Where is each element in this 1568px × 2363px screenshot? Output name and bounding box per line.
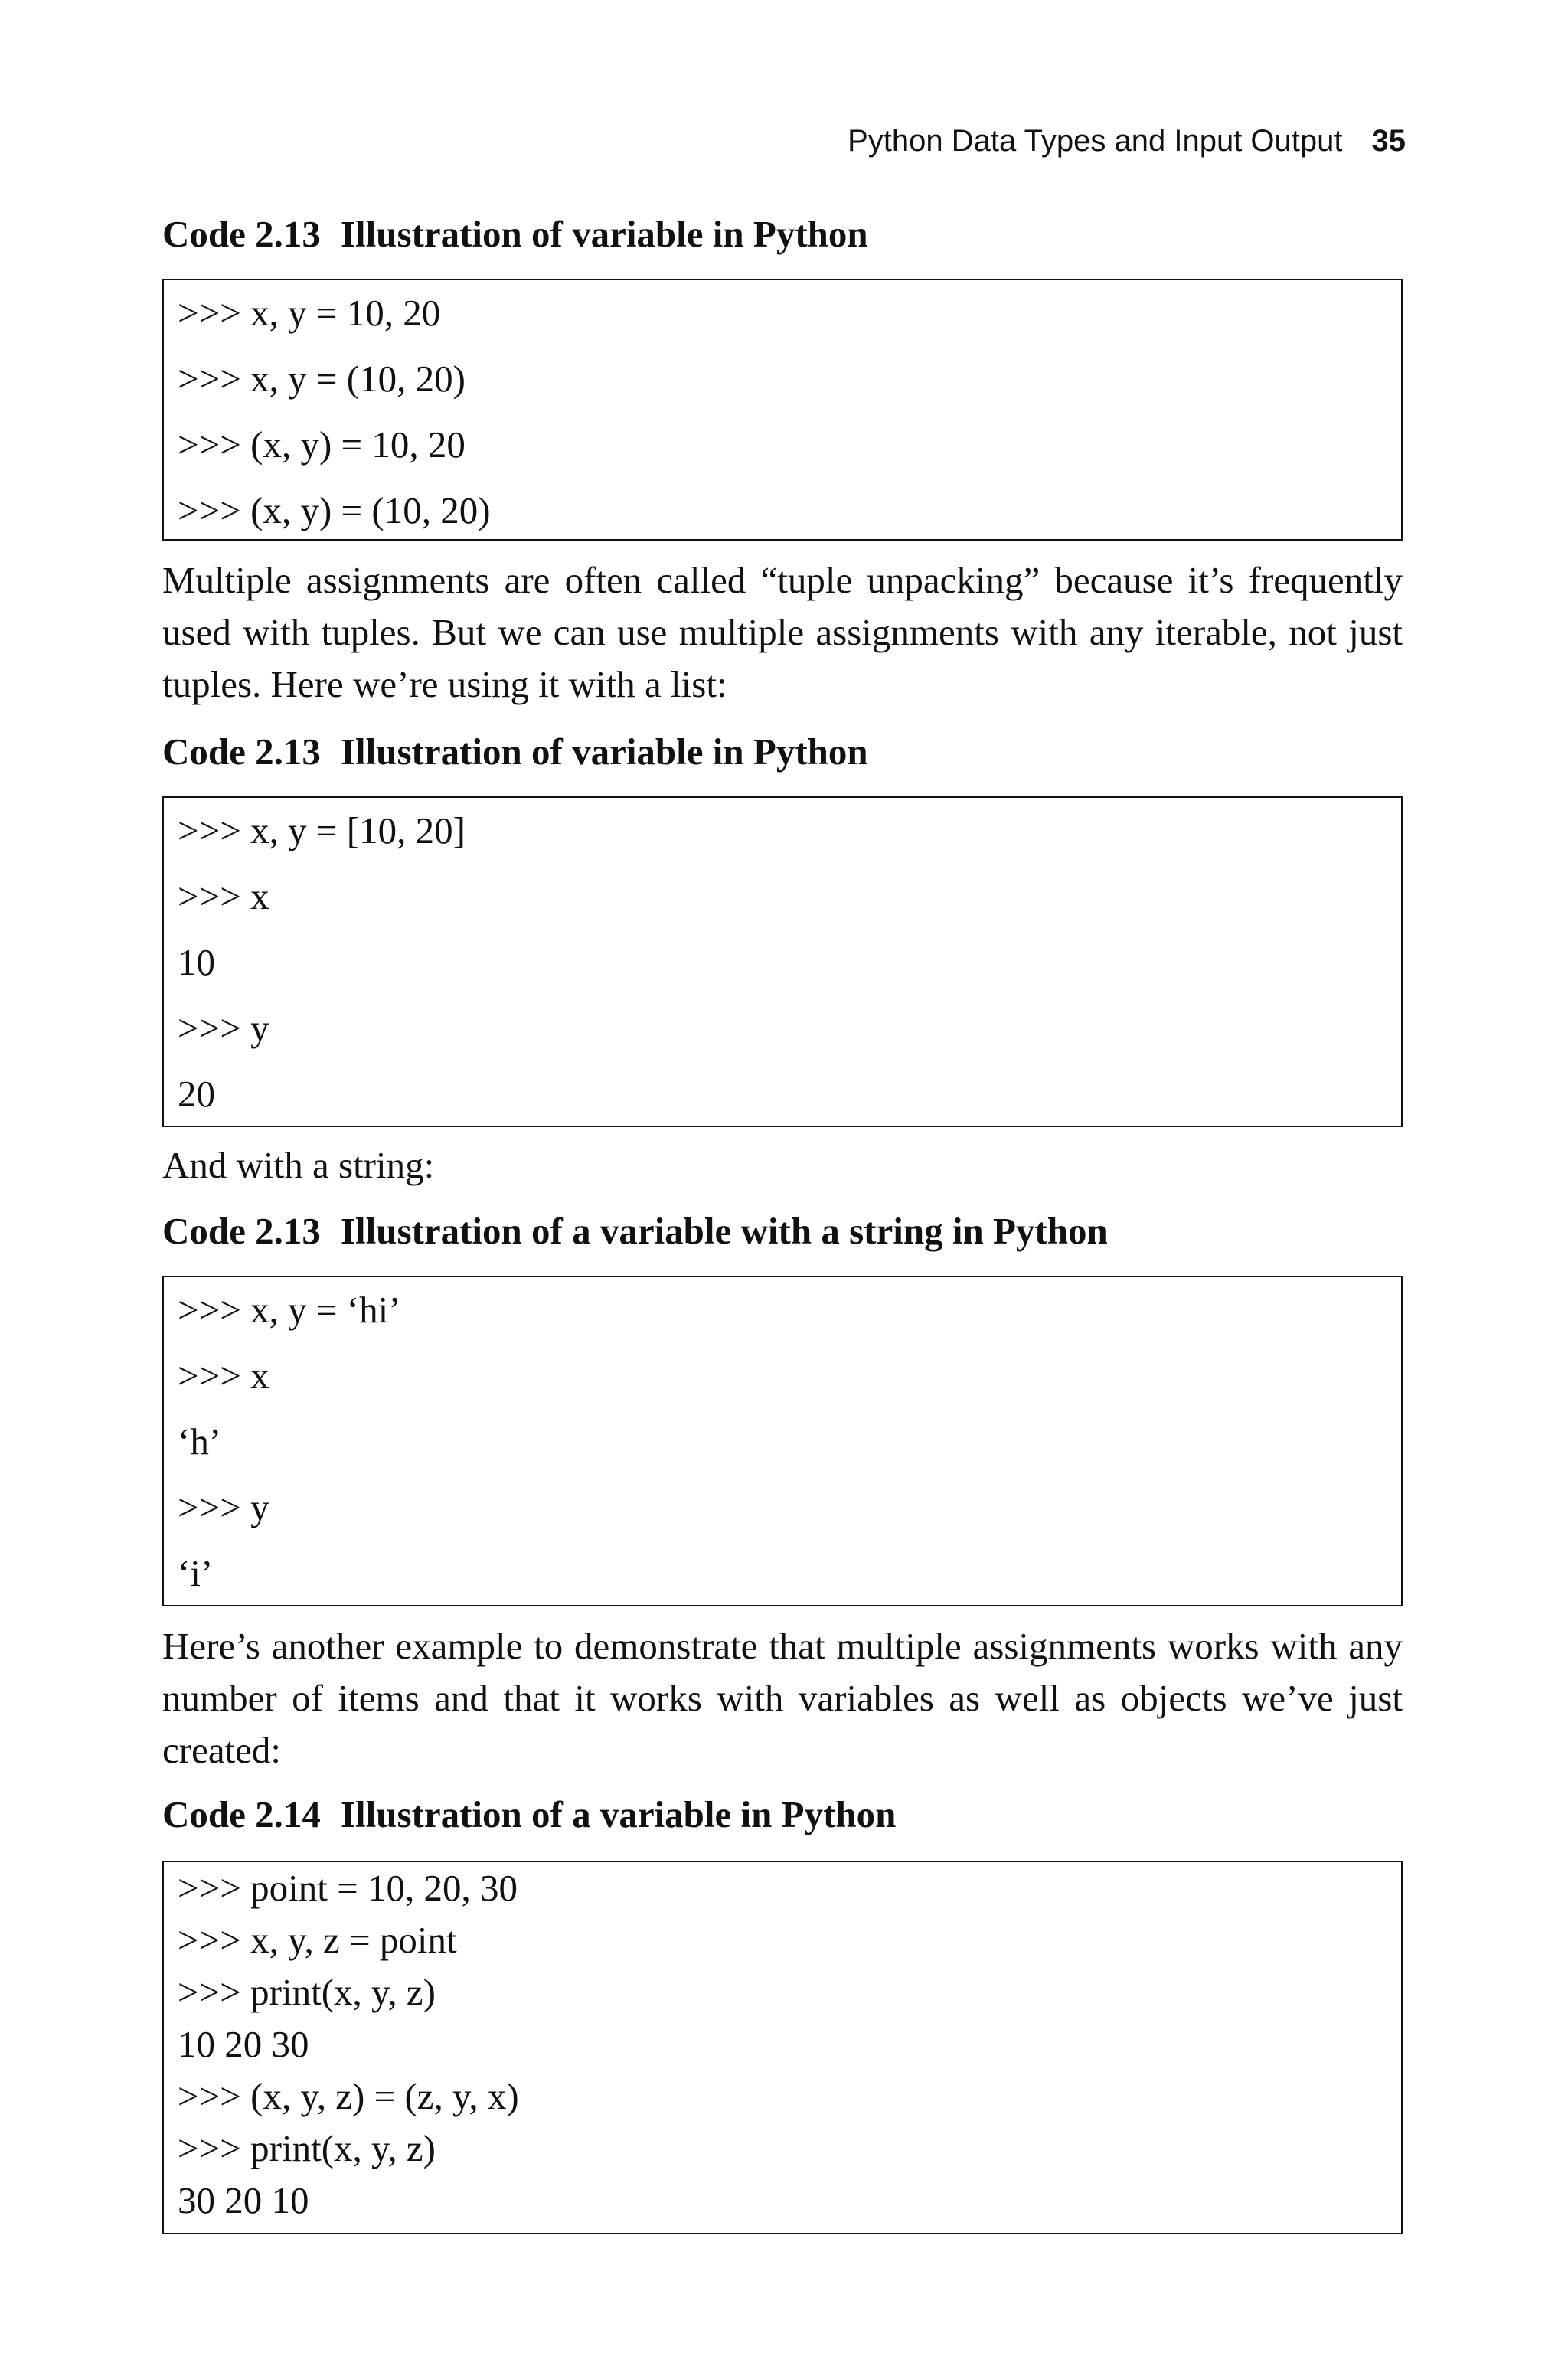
code-caption-title: Illustration of a variable with a string in Python <box>340 1210 1108 1252</box>
code-line: >>> x <box>178 875 270 917</box>
body-paragraph: And with a string: <box>162 1144 435 1186</box>
code-line: ‘h’ <box>178 1420 222 1463</box>
code-caption-label: Code 2.13 <box>162 730 321 773</box>
code-line: >>> y <box>178 1486 270 1528</box>
code-caption-title: Illustration of variable in Python <box>340 213 868 255</box>
code-caption <box>162 211 868 257</box>
code-listing <box>162 279 1403 541</box>
code-line: >>> print(x, y, z) <box>178 1971 436 2013</box>
code-line: >>> x, y = 10, 20 <box>178 292 441 334</box>
code-caption <box>162 1792 896 1838</box>
running-head <box>848 123 1406 159</box>
code-caption-label: Code 2.13 <box>162 1210 321 1252</box>
code-line: >>> x, y = [10, 20] <box>178 809 466 851</box>
code-listing <box>162 1276 1403 1606</box>
code-listing <box>162 796 1403 1127</box>
page-number: 35 <box>1371 124 1406 158</box>
code-line: 20 <box>178 1073 215 1115</box>
code-caption-label: Code 2.14 <box>162 1793 321 1835</box>
code-caption-title: Illustration of a variable in Python <box>340 1793 897 1835</box>
code-line: >>> x, y = (10, 20) <box>178 358 466 400</box>
code-line: 10 20 30 <box>178 2023 309 2065</box>
code-line: >>> (x, y) = 10, 20 <box>178 423 466 466</box>
running-head-title: Python Data Types and Input Output <box>848 124 1343 158</box>
code-caption-label: Code 2.13 <box>162 213 321 255</box>
code-caption-title: Illustration of variable in Python <box>340 730 868 773</box>
code-line: >>> y <box>178 1007 270 1049</box>
code-caption <box>162 729 868 775</box>
code-line: >>> (x, y, z) = (z, y, x) <box>178 2075 519 2117</box>
code-caption <box>162 1208 1108 1254</box>
code-line: >>> x, y = ‘hi’ <box>178 1289 401 1331</box>
code-line: >>> print(x, y, z) <box>178 2127 436 2169</box>
body-paragraph: Multiple assignments are often called “tuple unpacking” because it’s frequently used with tuples. But we can use multiple assignments with any iterable, not just tuples. Here we’re using it with a list: <box>162 559 1403 705</box>
body-paragraph: Here’s another example to demonstrate that multiple assignments works with any number of items and that it works with variables as well as objects we’ve just created: <box>162 1625 1403 1771</box>
code-listing <box>162 1861 1403 2234</box>
code-line: >>> x, y, z = point <box>178 1919 457 1961</box>
code-line: >>> x <box>178 1355 270 1397</box>
code-line: >>> (x, y) = (10, 20) <box>178 489 491 531</box>
code-line: >>> point = 10, 20, 30 <box>178 1867 518 1909</box>
code-line: ‘i’ <box>178 1552 214 1594</box>
code-line: 10 <box>178 941 215 983</box>
code-line: 30 20 10 <box>178 2179 309 2221</box>
